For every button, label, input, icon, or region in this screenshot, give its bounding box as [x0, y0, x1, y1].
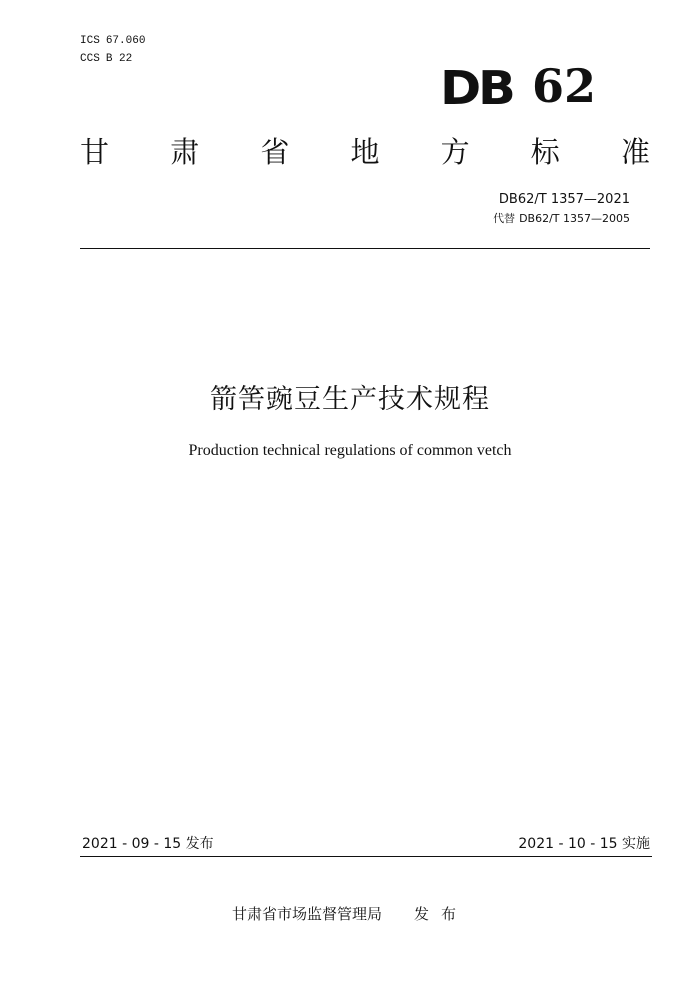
standard-title-char: 甘	[80, 135, 110, 169]
standard-title-char: 省	[260, 135, 290, 169]
replaces-code: DB62/T 1357—2005	[519, 212, 630, 225]
db-logo-digits: 62	[532, 59, 597, 113]
db-logo	[440, 58, 620, 118]
bottom-divider	[80, 856, 652, 857]
publisher-name: 甘肃省市场监督管理局	[231, 905, 382, 923]
issue-date: 2021 - 09 - 15 发布	[82, 836, 214, 852]
replaces-label: 代替	[493, 212, 516, 225]
standard-title-char: 标	[530, 135, 560, 169]
publisher-action: 发布	[414, 905, 469, 923]
standard-title-char: 方	[440, 135, 470, 169]
publisher-line	[0, 903, 700, 925]
document-title-english: Production technical regulations of common vetch	[188, 442, 512, 459]
ics-label: ICS	[80, 35, 100, 47]
db-logo-letters: DB	[440, 61, 513, 115]
standard-number: DB62/T 1357—2021	[498, 192, 630, 207]
document-title-chinese: 箭筈豌豆生产技术规程	[210, 384, 490, 415]
ics-line	[80, 34, 145, 48]
standard-title-char: 地	[350, 135, 380, 169]
top-divider	[80, 248, 650, 249]
ccs-line	[80, 52, 132, 66]
standard-type-title	[80, 132, 650, 172]
standard-title-char: 肃	[170, 135, 200, 169]
standard-title-char: 准	[620, 135, 650, 169]
implementation-date: 2021 - 10 - 15 实施	[518, 836, 650, 852]
replaces-standard	[493, 212, 630, 226]
ccs-label: CCS	[80, 53, 100, 65]
ics-code: 67.060	[105, 35, 146, 47]
ccs-code: B 22	[105, 53, 133, 65]
